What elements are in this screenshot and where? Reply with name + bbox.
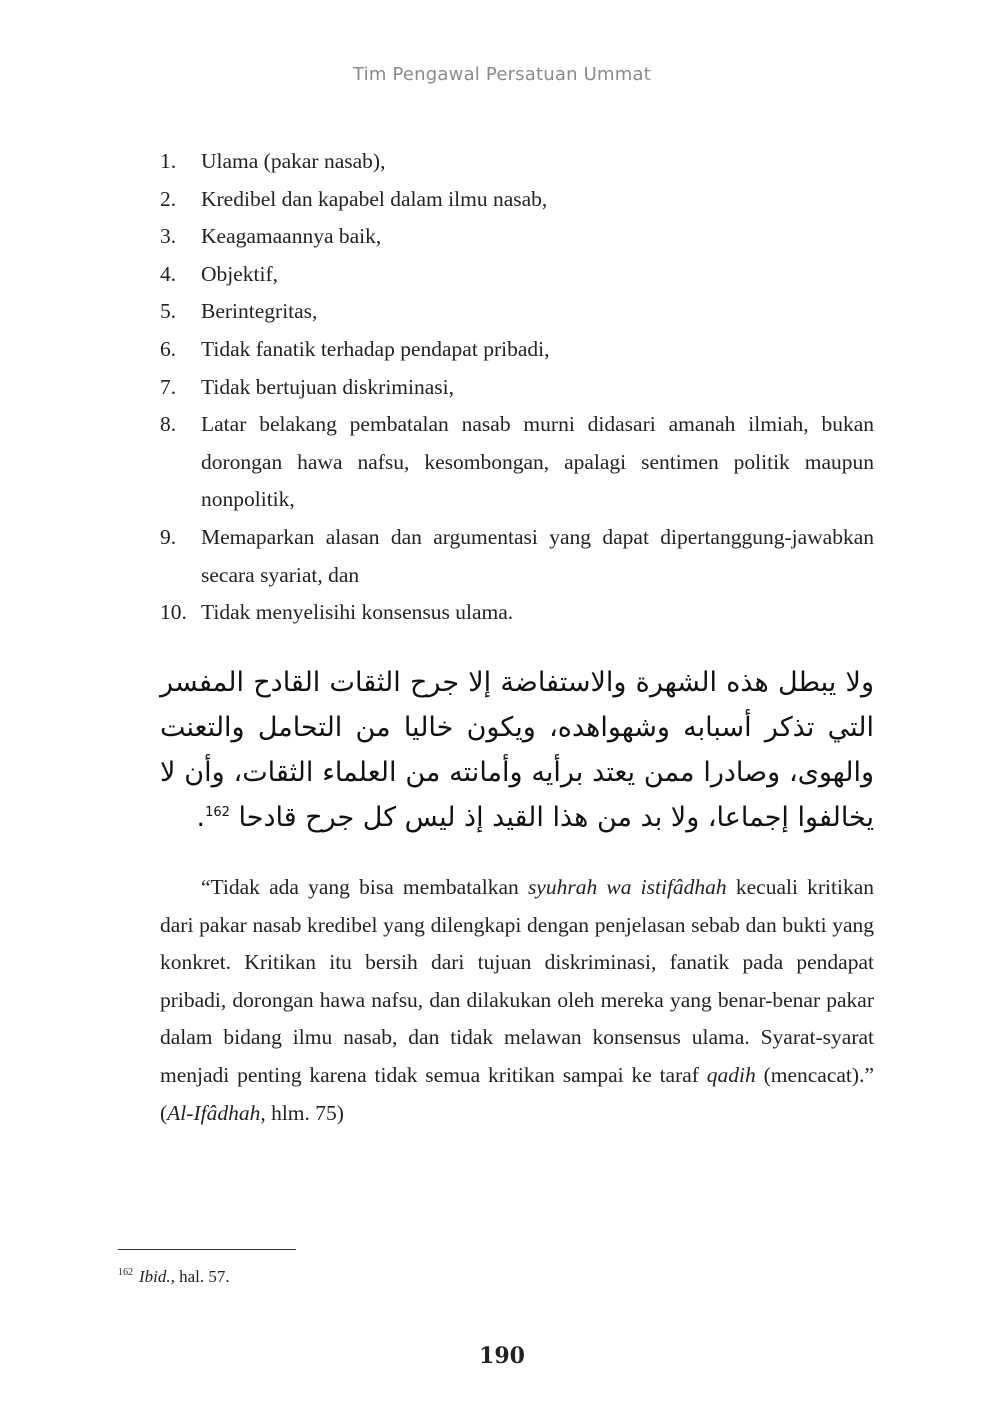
list-item-number: 9.: [160, 524, 177, 549]
list-item: [160, 594, 874, 632]
list-item: [160, 293, 874, 331]
translation-text: , hlm. 75): [260, 1100, 344, 1125]
arabic-quote-text: ولا يبطل هذه الشهرة والاستفاضة إلا جرح الثقات القادح المفسر التي تذكر أسبابه وشهواهده، ويكون خاليا من التحامل والتعنت والهوى، وصادرا ممن يعتد برأيه وأمانته من العلماء الثقات، وأن لا يخالفوا إجماعا، ولا بد من هذا القيد إذ ليس كل جرح قادحا: [160, 667, 874, 833]
list-item: [160, 143, 874, 181]
running-header: Tim Pengawal Persatuan Ummat: [353, 64, 651, 85]
list-item: [160, 256, 874, 294]
list-item: [160, 406, 874, 519]
translation-text: (mencacat).” (: [160, 1062, 874, 1125]
list-item-number: 8.: [160, 412, 177, 437]
list-item-number: 5.: [160, 299, 177, 324]
list-item: [160, 369, 874, 407]
list-item-number: 4.: [160, 261, 177, 286]
list-item-number: 3.: [160, 224, 177, 249]
list-item-text: Memaparkan alasan dan argumentasi yang dapat dipertanggung-jawabkan secara syariat, dan: [201, 524, 874, 587]
translation-text: “Tidak ada yang bisa membatalkan: [201, 875, 528, 899]
footnote: [118, 1265, 230, 1289]
translation-term: qadih: [706, 1062, 756, 1087]
translation-text: kecuali kritikan dari pakar nasab kredibel yang dilengkapi dengan penjelasan sebab dan bukti yang konkret. Kritikan itu bersih dari tujuan diskriminasi, fanatik pada pendapat pribadi, dorongan hawa nafsu, dan dilakukan oleh mereka yang benar-benar pakar dalam bidang ilmu nasab, dan tidak melawan konsensus ulama. Syarat-syarat menjadi penting karena tidak semua kritikan sampai ke taraf: [160, 875, 874, 1087]
footnote-reference: 162: [205, 805, 230, 820]
translation-term: syuhrah wa istifâdhah: [527, 875, 727, 899]
footnote-ref-rest: , hal. 57.: [170, 1267, 230, 1286]
source-title: Al-Ifâdhah: [167, 1100, 261, 1125]
list-item-number: 7.: [160, 374, 177, 399]
list-item-text: Berintegritas,: [201, 299, 318, 324]
list-item-text: Objektif,: [201, 261, 279, 286]
list-item-text: Keagamaannya baik,: [201, 224, 382, 249]
list-item-text: Latar belakang pembatalan nasab murni didasari amanah ilmiah, bukan dorongan hawa nafsu, kesombongan, apalagi sentimen politik maupun nonpolitik,: [201, 412, 874, 512]
list-item-text: Kredibel dan kapabel dalam ilmu nasab,: [201, 186, 548, 211]
list-item: [160, 331, 874, 369]
page-number: 190: [479, 1343, 525, 1369]
translation-paragraph: [160, 869, 874, 1132]
list-item: [160, 218, 874, 256]
list-item: [160, 181, 874, 219]
list-item-text: Tidak bertujuan diskriminasi,: [201, 374, 455, 399]
list-item-text: Tidak menyelisihi konsensus ulama.: [201, 600, 514, 625]
footnote-ref-title: Ibid.: [139, 1267, 171, 1286]
arabic-quote: [160, 660, 874, 840]
list-item: [160, 519, 874, 594]
list-item-number: 6.: [160, 336, 177, 361]
footnote-number: 162: [118, 1267, 133, 1279]
list-item-text: Tidak fanatik terhadap pendapat pribadi,: [201, 336, 550, 361]
list-item-text: Ulama (pakar nasab),: [201, 149, 386, 173]
arabic-end-mark: .: [196, 802, 206, 833]
requirements-list: [160, 143, 874, 632]
footnote-divider: [118, 1249, 296, 1250]
list-item-number: 10.: [160, 600, 187, 625]
list-item-number: 1.: [160, 149, 177, 173]
list-item-number: 2.: [160, 186, 177, 211]
